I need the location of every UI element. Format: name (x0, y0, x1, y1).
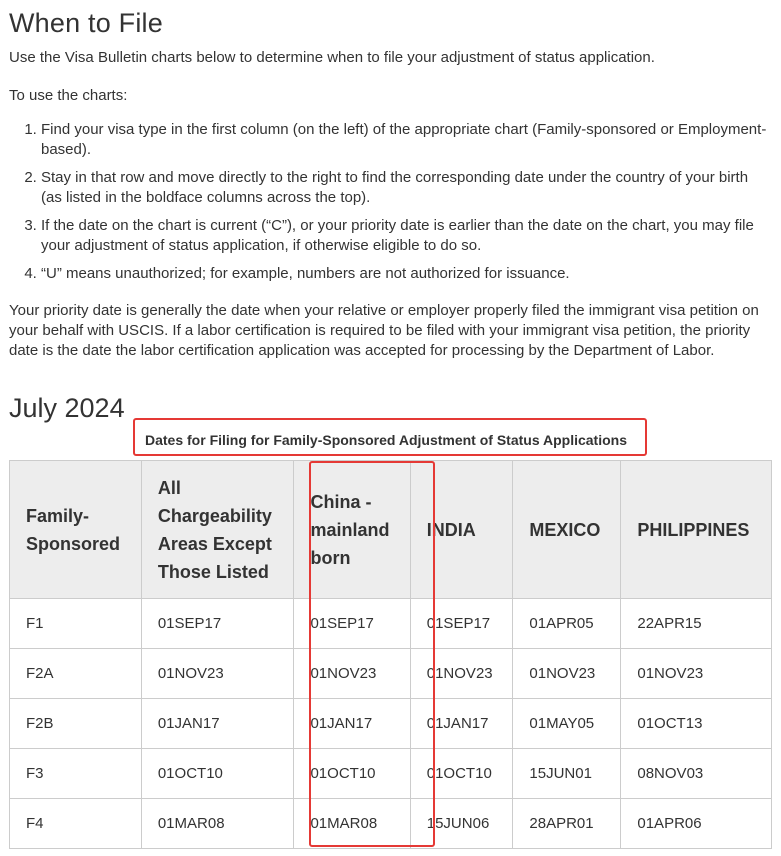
header-family-sponsored: Family-Sponsored (10, 461, 142, 599)
priority-date-text: Your priority date is generally the date when your relative or employer properly filed the immigrant visa petition on your behalf with USCIS. If a labor certification is required to be filed with your immigrant visa petition, the priority date is the date the labor certification application was accepted for processing by the Department of Labor. (9, 302, 759, 359)
date-cell: 22APR15 (621, 599, 772, 649)
table-caption: Dates for Filing for Family-Sponsored Adjustment of Status Applications (145, 432, 627, 448)
date-cell: 01SEP17 (410, 599, 513, 649)
date-cell: 01APR05 (513, 599, 621, 649)
date-cell: 01NOV23 (141, 649, 294, 699)
table-row (10, 649, 772, 699)
date-cell: 01OCT10 (410, 749, 513, 799)
category-cell: F4 (10, 799, 142, 849)
date-cell: 01NOV23 (513, 649, 621, 699)
header-mexico: MEXICO (513, 461, 621, 599)
header-india: INDIA (410, 461, 513, 599)
date-cell: 15JUN06 (410, 799, 513, 849)
header-philippines: PHILIPPINES (621, 461, 772, 599)
table-header-row (10, 461, 772, 599)
date-cell: 01JAN17 (294, 699, 410, 749)
date-cell: 08NOV03 (621, 749, 772, 799)
date-cell: 01MAR08 (294, 799, 410, 849)
instruction-step: 2. Stay in that row and move directly to the right to find the corresponding date under the country of your birth (as listed in the boldface columns across the top). (41, 168, 771, 208)
date-cell: 01NOV23 (410, 649, 513, 699)
category-cell: F1 (10, 599, 142, 649)
page-title: When to File (9, 8, 163, 38)
instruction-step: 1. Find your visa type in the first column (on the left) of the appropriate chart (Family-sponsored or Employment-based). (41, 120, 771, 160)
instructions-heading: To use the charts: (9, 87, 128, 104)
date-cell: 01APR06 (621, 799, 772, 849)
date-cell: 01JAN17 (141, 699, 294, 749)
category-cell: F2A (10, 649, 142, 699)
date-cell: 01OCT10 (141, 749, 294, 799)
date-cell: 01MAR08 (141, 799, 294, 849)
instruction-step: 3. If the date on the chart is current (“C”), or your priority date is earlier than the date on the chart, you may file your adjustment of status application, if otherwise eligible to do so. (41, 216, 771, 256)
intro-text: Use the Visa Bulletin charts below to determine when to file your adjustment of status application. (9, 49, 655, 66)
table-row (10, 599, 772, 649)
table-row (10, 749, 772, 799)
instructions-list (9, 120, 771, 292)
date-cell: 01OCT10 (294, 749, 410, 799)
instruction-step: 4. “U” means unauthorized; for example, numbers are not authorized for issuance. (41, 264, 771, 284)
header-all-chargeability: All Chargeability Areas Except Those Listed (141, 461, 294, 599)
date-cell: 01NOV23 (621, 649, 772, 699)
date-cell: 01OCT13 (621, 699, 772, 749)
category-cell: F3 (10, 749, 142, 799)
date-cell: 28APR01 (513, 799, 621, 849)
dates-for-filing-table (9, 460, 772, 849)
bulletin-month-title: July 2024 (9, 393, 125, 423)
date-cell: 01NOV23 (294, 649, 410, 699)
date-cell: 01SEP17 (141, 599, 294, 649)
header-china: China - mainland born (294, 461, 410, 599)
date-cell: 01MAY05 (513, 699, 621, 749)
date-cell: 15JUN01 (513, 749, 621, 799)
table-row (10, 699, 772, 749)
date-cell: 01SEP17 (294, 599, 410, 649)
table-row (10, 799, 772, 849)
date-cell: 01JAN17 (410, 699, 513, 749)
category-cell: F2B (10, 699, 142, 749)
